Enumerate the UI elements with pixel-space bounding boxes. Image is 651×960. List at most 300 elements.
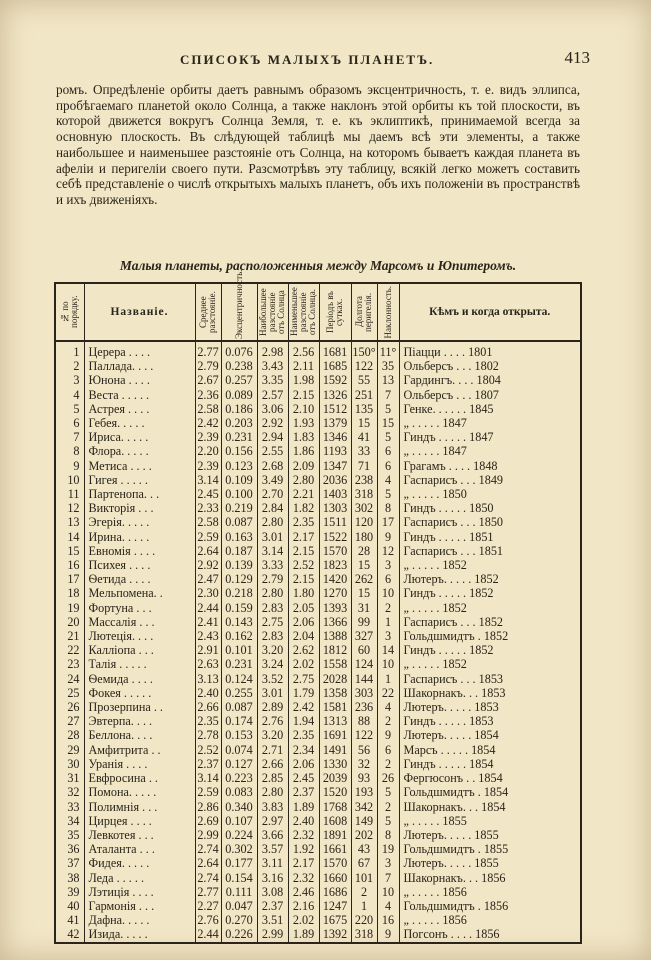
perihelion-longitude: 318 (351, 487, 377, 501)
discovery: „ . . . . . 1852 (399, 601, 581, 615)
max-distance: 2.89 (257, 700, 288, 714)
inclination: 10 (377, 657, 399, 671)
max-distance: 3.35 (257, 373, 288, 387)
period: 1581 (319, 700, 351, 714)
eccentricity: 0.177 (221, 856, 257, 870)
table-row (55, 686, 581, 700)
row-number: 42 (55, 927, 84, 942)
row-number: 12 (55, 501, 84, 515)
discovery: Шакорнакъ. . . 1854 (399, 800, 581, 814)
eccentricity: 0.107 (221, 814, 257, 828)
max-distance: 2.57 (257, 388, 288, 402)
inclination: 1 (377, 615, 399, 629)
eccentricity: 0.270 (221, 913, 257, 927)
period: 1346 (319, 430, 351, 444)
inclination: 26 (377, 771, 399, 785)
discovery: Лютеръ. . . . . 1853 (399, 700, 581, 714)
eccentricity: 0.087 (221, 700, 257, 714)
eccentricity: 0.101 (221, 643, 257, 657)
inclination: 4 (377, 473, 399, 487)
mean-distance: 2.40 (195, 686, 221, 700)
perihelion-longitude: 180 (351, 530, 377, 544)
perihelion-longitude: 43 (351, 842, 377, 856)
eccentricity: 0.163 (221, 530, 257, 544)
period: 1681 (319, 341, 351, 359)
header-name: Названіе. (84, 283, 195, 341)
inclination: 5 (377, 814, 399, 828)
perihelion-longitude: 238 (351, 473, 377, 487)
perihelion-longitude: 60 (351, 643, 377, 657)
eccentricity: 0.231 (221, 430, 257, 444)
inclination: 3 (377, 856, 399, 870)
max-distance: 2.55 (257, 444, 288, 458)
period: 1570 (319, 856, 351, 870)
table-row (55, 814, 581, 828)
perihelion-longitude: 15 (351, 558, 377, 572)
perihelion-longitude: 150° (351, 341, 377, 359)
table-row (55, 558, 581, 572)
perihelion-longitude: 135 (351, 402, 377, 416)
min-distance: 2.21 (288, 487, 319, 501)
table-row (55, 515, 581, 529)
discovery: Марсъ . . . . . 1854 (399, 743, 581, 757)
mean-distance: 2.64 (195, 856, 221, 870)
inclination: 6 (377, 459, 399, 473)
eccentricity: 0.224 (221, 828, 257, 842)
table-row (55, 473, 581, 487)
inclination: 2 (377, 714, 399, 728)
perihelion-longitude: 124 (351, 657, 377, 671)
table-row (55, 416, 581, 430)
header-min-distance: Наименьшее разстояніе отъ Солнца. (288, 283, 319, 341)
min-distance: 2.15 (288, 572, 319, 586)
table-row (55, 871, 581, 885)
table-row (55, 771, 581, 785)
eccentricity: 0.219 (221, 501, 257, 515)
period: 1608 (319, 814, 351, 828)
header-max-distance: Наибольшее разстояніе отъ Солнца (257, 283, 288, 341)
min-distance: 2.42 (288, 700, 319, 714)
period: 1823 (319, 558, 351, 572)
planet-name: Метиса . . . . (84, 459, 195, 473)
table-row (55, 743, 581, 757)
table-row (55, 785, 581, 799)
min-distance: 2.56 (288, 341, 319, 359)
row-number: 20 (55, 615, 84, 629)
eccentricity: 0.156 (221, 444, 257, 458)
row-number: 36 (55, 842, 84, 856)
discovery: „ . . . . . 1856 (399, 913, 581, 927)
max-distance: 3.24 (257, 657, 288, 671)
eccentricity: 0.083 (221, 785, 257, 799)
max-distance: 2.85 (257, 771, 288, 785)
period: 1388 (319, 629, 351, 643)
intro-paragraph (56, 82, 580, 208)
mean-distance: 2.77 (195, 341, 221, 359)
discovery: „ . . . . . 1856 (399, 885, 581, 899)
table-row (55, 402, 581, 416)
discovery: Гардингъ. . . . 1804 (399, 373, 581, 387)
mean-distance: 2.37 (195, 757, 221, 771)
perihelion-longitude: 101 (351, 871, 377, 885)
row-number: 34 (55, 814, 84, 828)
planet-name: Помона. . . . . (84, 785, 195, 799)
discovery: Гольдшмидтъ . 1855 (399, 842, 581, 856)
planet-name: Паллада. . . . (84, 359, 195, 373)
mean-distance: 2.45 (195, 487, 221, 501)
min-distance: 2.32 (288, 871, 319, 885)
period: 1558 (319, 657, 351, 671)
eccentricity: 0.127 (221, 757, 257, 771)
discovery: Гиндъ . . . . . 1852 (399, 586, 581, 600)
period: 1511 (319, 515, 351, 529)
row-number: 11 (55, 487, 84, 501)
period: 2036 (319, 473, 351, 487)
row-number: 32 (55, 785, 84, 799)
discovery: „ . . . . . 1847 (399, 444, 581, 458)
max-distance: 3.06 (257, 402, 288, 416)
perihelion-longitude: 149 (351, 814, 377, 828)
table-row (55, 927, 581, 942)
max-distance: 3.08 (257, 885, 288, 899)
row-number: 16 (55, 558, 84, 572)
discovery: Гольдшмидтъ . 1854 (399, 785, 581, 799)
discovery: Гольдшмидтъ . 1856 (399, 899, 581, 913)
row-number: 21 (55, 629, 84, 643)
inclination: 3 (377, 629, 399, 643)
header-mean-distance: Среднее разстояніе. (195, 283, 221, 341)
planet-name: Ириса. . . . . (84, 430, 195, 444)
min-distance: 2.62 (288, 643, 319, 657)
inclination: 2 (377, 800, 399, 814)
row-number: 5 (55, 402, 84, 416)
planet-name: Массалія . . . (84, 615, 195, 629)
mean-distance: 2.67 (195, 373, 221, 387)
planet-name: Амфитрита . . (84, 743, 195, 757)
row-number: 41 (55, 913, 84, 927)
eccentricity: 0.226 (221, 927, 257, 942)
min-distance: 1.94 (288, 714, 319, 728)
min-distance: 2.35 (288, 515, 319, 529)
perihelion-longitude: 262 (351, 572, 377, 586)
min-distance: 2.11 (288, 359, 319, 373)
perihelion-longitude: 122 (351, 728, 377, 742)
discovery: Шакорнакъ. . . 1856 (399, 871, 581, 885)
perihelion-longitude: 93 (351, 771, 377, 785)
period: 1660 (319, 871, 351, 885)
mean-distance: 2.99 (195, 828, 221, 842)
perihelion-longitude: 1 (351, 899, 377, 913)
max-distance: 3.01 (257, 530, 288, 544)
period: 2039 (319, 771, 351, 785)
planet-name: Цирцея . . . . (84, 814, 195, 828)
table-row (55, 359, 581, 373)
row-number: 9 (55, 459, 84, 473)
max-distance: 2.75 (257, 615, 288, 629)
mean-distance: 2.66 (195, 700, 221, 714)
inclination: 4 (377, 700, 399, 714)
period: 1393 (319, 601, 351, 615)
min-distance: 2.15 (288, 388, 319, 402)
period: 1347 (319, 459, 351, 473)
planet-name: Гебея. . . . . (84, 416, 195, 430)
row-number: 8 (55, 444, 84, 458)
min-distance: 1.83 (288, 430, 319, 444)
table-row (55, 700, 581, 714)
table-row (55, 601, 581, 615)
period: 1270 (319, 586, 351, 600)
table-row (55, 530, 581, 544)
perihelion-longitude: 56 (351, 743, 377, 757)
min-distance: 1.89 (288, 800, 319, 814)
inclination: 17 (377, 515, 399, 529)
page-number: 413 (564, 48, 590, 67)
table-header-row (55, 283, 581, 341)
planet-name: Мельпомена. . (84, 586, 195, 600)
perihelion-longitude: 202 (351, 828, 377, 842)
period: 1366 (319, 615, 351, 629)
table-row (55, 856, 581, 870)
min-distance: 2.34 (288, 743, 319, 757)
mean-distance: 2.39 (195, 430, 221, 444)
header-discovery: Кѣмъ и когда открыта. (399, 283, 581, 341)
period: 1812 (319, 643, 351, 657)
inclination: 9 (377, 728, 399, 742)
period: 1403 (319, 487, 351, 501)
min-distance: 2.04 (288, 629, 319, 643)
row-number: 13 (55, 515, 84, 529)
eccentricity: 0.187 (221, 544, 257, 558)
max-distance: 2.68 (257, 459, 288, 473)
min-distance: 2.09 (288, 459, 319, 473)
min-distance: 2.10 (288, 402, 319, 416)
max-distance: 2.97 (257, 814, 288, 828)
header-inclination: Наклонность. (377, 283, 399, 341)
planet-name: Талія . . . . . (84, 657, 195, 671)
table-row (55, 728, 581, 742)
discovery: Гиндъ . . . . . 1853 (399, 714, 581, 728)
max-distance: 3.16 (257, 871, 288, 885)
planet-name: Аталанта . . . (84, 842, 195, 856)
planet-name: Леда . . . . . (84, 871, 195, 885)
eccentricity: 0.089 (221, 388, 257, 402)
min-distance: 2.15 (288, 544, 319, 558)
row-number: 31 (55, 771, 84, 785)
inclination: 14 (377, 643, 399, 657)
discovery: Фергюсонъ . . 1854 (399, 771, 581, 785)
row-number: 15 (55, 544, 84, 558)
discovery: Лютеръ. . . . . 1855 (399, 828, 581, 842)
min-distance: 1.86 (288, 444, 319, 458)
mean-distance: 2.79 (195, 359, 221, 373)
discovery: Гольдшмидтъ . 1852 (399, 629, 581, 643)
mean-distance: 2.35 (195, 714, 221, 728)
running-header (60, 48, 600, 70)
header-perihelion-longitude: Долгота перигелія. (351, 283, 377, 341)
planet-name: Фортуна . . . (84, 601, 195, 615)
mean-distance: 2.52 (195, 743, 221, 757)
max-distance: 3.49 (257, 473, 288, 487)
table-row (55, 430, 581, 444)
discovery: „ . . . . . 1850 (399, 487, 581, 501)
perihelion-longitude: 31 (351, 601, 377, 615)
discovery: Гаспарисъ . . . 1851 (399, 544, 581, 558)
inclination: 5 (377, 402, 399, 416)
inclination: 19 (377, 842, 399, 856)
mean-distance: 2.20 (195, 444, 221, 458)
max-distance: 2.92 (257, 416, 288, 430)
max-distance: 3.20 (257, 728, 288, 742)
perihelion-longitude: 342 (351, 800, 377, 814)
planet-name: Ѳетида . . . . (84, 572, 195, 586)
row-number: 10 (55, 473, 84, 487)
max-distance: 2.37 (257, 899, 288, 913)
table-row (55, 800, 581, 814)
perihelion-longitude: 120 (351, 515, 377, 529)
min-distance: 2.06 (288, 615, 319, 629)
period: 1691 (319, 728, 351, 742)
discovery: Генке. . . . . . 1845 (399, 402, 581, 416)
period: 1520 (319, 785, 351, 799)
period: 1522 (319, 530, 351, 544)
planet-name: Юнона . . . . (84, 373, 195, 387)
period: 1379 (319, 416, 351, 430)
max-distance: 2.66 (257, 757, 288, 771)
row-number: 26 (55, 700, 84, 714)
mean-distance: 2.69 (195, 814, 221, 828)
mean-distance: 2.47 (195, 572, 221, 586)
planet-name: Гармонія . . . (84, 899, 195, 913)
perihelion-longitude: 251 (351, 388, 377, 402)
inclination: 10 (377, 885, 399, 899)
eccentricity: 0.111 (221, 885, 257, 899)
min-distance: 2.46 (288, 885, 319, 899)
table-row (55, 913, 581, 927)
eccentricity: 0.231 (221, 657, 257, 671)
row-number: 22 (55, 643, 84, 657)
period: 1675 (319, 913, 351, 927)
perihelion-longitude: 55 (351, 373, 377, 387)
period: 1512 (319, 402, 351, 416)
planet-name: Астрея . . . . (84, 402, 195, 416)
inclination: 7 (377, 871, 399, 885)
inclination: 8 (377, 828, 399, 842)
table-row (55, 643, 581, 657)
min-distance: 2.80 (288, 473, 319, 487)
inclination: 6 (377, 572, 399, 586)
inclination: 6 (377, 444, 399, 458)
discovery: Лютеръ. . . . . 1852 (399, 572, 581, 586)
inclination: 3 (377, 558, 399, 572)
mean-distance: 2.63 (195, 657, 221, 671)
eccentricity: 0.203 (221, 416, 257, 430)
discovery: Ольберсъ . . . 1802 (399, 359, 581, 373)
table-row (55, 842, 581, 856)
inclination: 5 (377, 430, 399, 444)
eccentricity: 0.109 (221, 473, 257, 487)
row-number: 4 (55, 388, 84, 402)
mean-distance: 3.14 (195, 771, 221, 785)
max-distance: 3.52 (257, 672, 288, 686)
inclination: 12 (377, 544, 399, 558)
period: 1247 (319, 899, 351, 913)
planet-name: Эвтерпа. . . . (84, 714, 195, 728)
eccentricity: 0.255 (221, 686, 257, 700)
intro-text: ромъ. Опредѣленіе орбиты даетъ равнымъ образомъ эксцентричность, т. е. видъ эллипса, пробѣгаемаго планетой около Солнца, а также наклонъ этой орбиты къ той плоскости, въ которой движется вокругъ Солнца Земля, т. е. къ эклиптикѣ, принимаемой всегда за основную плоскость. Въ слѣдующей таблицѣ мы даемъ всѣ эти элементы, а также наибольшее и наименьшее разстояніе отъ Солнца, на которомъ бываетъ каждая планета въ афеліи и перигеліи своего пути. Разсмотрѣвъ эту таблицу, всякій легко можетъ составить себѣ представленіе о числѣ открытыхъ малыхъ планетъ, объ ихъ положеніи въ пространствѣ и ихъ движеніяхъ. (56, 82, 580, 207)
min-distance: 1.93 (288, 416, 319, 430)
planet-name: Полимнія . . . (84, 800, 195, 814)
row-number: 7 (55, 430, 84, 444)
inclination: 16 (377, 913, 399, 927)
table-row (55, 388, 581, 402)
eccentricity: 0.223 (221, 771, 257, 785)
mean-distance: 2.59 (195, 785, 221, 799)
inclination: 11° (377, 341, 399, 359)
inclination: 7 (377, 388, 399, 402)
discovery: Грагамъ . . . . 1848 (399, 459, 581, 473)
mean-distance: 2.43 (195, 629, 221, 643)
max-distance: 3.20 (257, 643, 288, 657)
planet-name: Эгерія. . . . . (84, 515, 195, 529)
planet-name: Прозерпина . . (84, 700, 195, 714)
period: 1768 (319, 800, 351, 814)
eccentricity: 0.238 (221, 359, 257, 373)
discovery: Гиндъ . . . . . 1854 (399, 757, 581, 771)
header-number: № по порядку. (55, 283, 84, 341)
row-number: 19 (55, 601, 84, 615)
min-distance: 2.35 (288, 728, 319, 742)
min-distance: 2.05 (288, 601, 319, 615)
eccentricity: 0.340 (221, 800, 257, 814)
row-number: 28 (55, 728, 84, 742)
table-row (55, 459, 581, 473)
planets-table-container (54, 269, 580, 944)
planet-name: Психея . . . . (84, 558, 195, 572)
mean-distance: 3.14 (195, 473, 221, 487)
table-row (55, 544, 581, 558)
table-row (55, 828, 581, 842)
row-number: 18 (55, 586, 84, 600)
period: 1358 (319, 686, 351, 700)
max-distance: 2.80 (257, 785, 288, 799)
mean-distance: 2.58 (195, 402, 221, 416)
discovery: Гиндъ . . . . . 1847 (399, 430, 581, 444)
period: 1491 (319, 743, 351, 757)
max-distance: 3.57 (257, 842, 288, 856)
header-eccentricity: Эксцентричность. (221, 283, 257, 341)
period: 1420 (319, 572, 351, 586)
header-period: Періодъ въ сутках. (319, 283, 351, 341)
table-row (55, 444, 581, 458)
inclination: 10 (377, 586, 399, 600)
min-distance: 2.45 (288, 771, 319, 785)
inclination: 5 (377, 785, 399, 799)
table-row (55, 672, 581, 686)
max-distance: 3.83 (257, 800, 288, 814)
table-row (55, 657, 581, 671)
eccentricity: 0.154 (221, 871, 257, 885)
max-distance: 3.51 (257, 913, 288, 927)
planet-name: Партенопа. . . (84, 487, 195, 501)
max-distance: 2.99 (257, 927, 288, 942)
planet-name: Беллона. . . . (84, 728, 195, 742)
max-distance: 2.70 (257, 487, 288, 501)
eccentricity: 0.186 (221, 402, 257, 416)
min-distance: 2.52 (288, 558, 319, 572)
row-number: 17 (55, 572, 84, 586)
perihelion-longitude: 88 (351, 714, 377, 728)
eccentricity: 0.047 (221, 899, 257, 913)
